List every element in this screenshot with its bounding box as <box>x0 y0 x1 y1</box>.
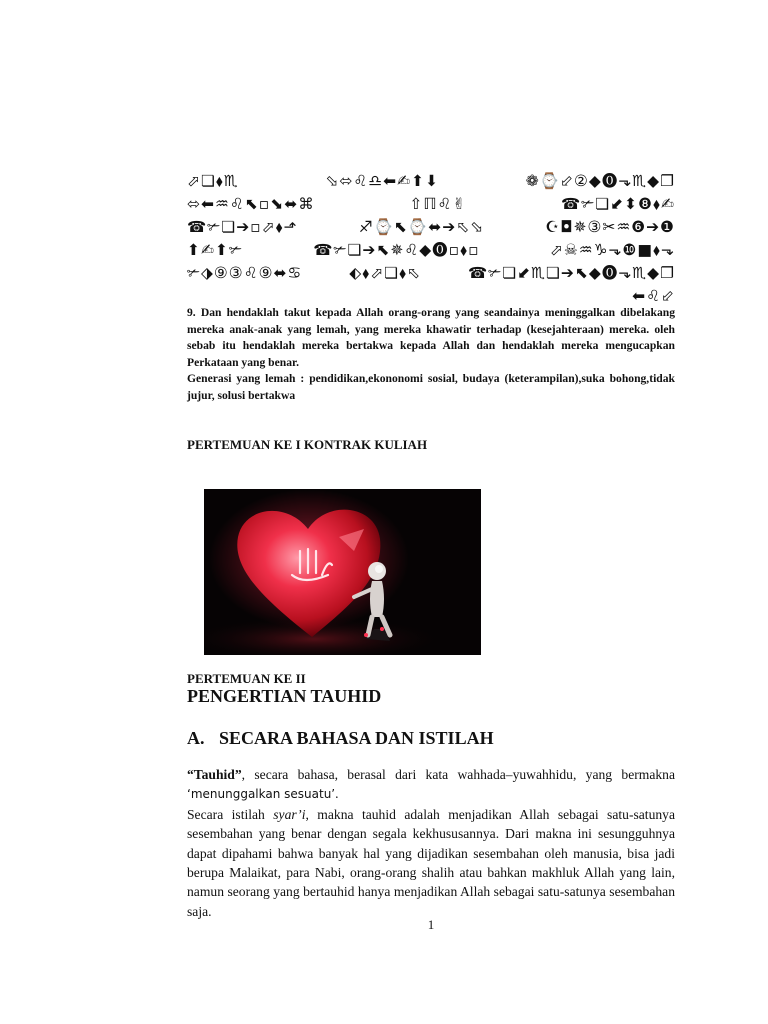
paragraph-text: , secara bahasa, berasal dari kata wahhada–yuwahhidu, yang bermakna <box>241 767 675 782</box>
dingbat-line <box>187 216 675 239</box>
heading-kontrak-kuliah: PERTEMUAN KE I KONTRAK KULIAH <box>187 437 428 452</box>
dingbat-word: ⬀☠♒♑⬎❿■⬧⬎ <box>549 241 675 259</box>
term-syari: syar’i <box>273 806 306 822</box>
dingbat-word: ✃⬗⑨③♌⑨⬌♋ <box>187 264 303 282</box>
dingbat-word: ⬖⬧⬀❏⬧⬁ <box>349 264 422 282</box>
dingbat-word: ⬀❏⬧♏ <box>187 172 239 190</box>
document-page <box>187 0 675 1024</box>
dingbat-word: ⬂⬄♌♎⬅✍⬆⬇ <box>325 172 440 190</box>
dingbat-word: ☎✃❏➔▫⬀⬧⬏ <box>187 218 298 236</box>
verse-paragraph: 9. Dan hendaklah takut kepada Allah orang-orang yang seandainya meninggalkan dibelakang mereka anak-anak yang lemah, yang mereka khawatir terhadap (kesejahteraan) mereka. oleh sebab itu hendaklah mereka bertakwa kepada Allah dan hendaklah mereka mengucapkan Perkataan yang benar. <box>187 306 675 369</box>
dingbat-word: ☎✃❏➔⬉✵♌◆⓿▫⬧▫ <box>313 241 480 259</box>
dingbat-word: ⬄⬅♒♌⬉▫⬊⬌⌘ <box>187 195 315 213</box>
dingbat-line <box>187 170 675 193</box>
dingbat-line <box>187 239 675 262</box>
arabic-verse-dingbat-text <box>187 170 675 308</box>
dingbat-line <box>187 262 675 285</box>
dingbat-word: ❁⌚⬃②◆⓿⬎♏◆❐ <box>525 172 675 190</box>
meaning-text: ‘menunggalkan sesuatu’ <box>187 787 336 802</box>
dingbat-word: ☪◘✵③✂♒❻➔❶ <box>545 218 675 236</box>
section-title: SECARA BAHASA DAN ISTILAH <box>219 728 494 748</box>
paragraph-istilah <box>187 805 675 921</box>
heading-pengertian-tauhid: PENGERTIAN TAUHID <box>187 686 382 706</box>
paragraph-start: Secara istilah <box>187 806 274 822</box>
term-tauhid: Tauhid <box>193 767 235 782</box>
dingbat-word: ☎✃❏⬋♏❏➔⬉◆⓿⬎♏◆❐ <box>467 264 675 282</box>
heart-figure-image <box>204 489 481 655</box>
heading-pertemuan-2: PERTEMUAN KE II <box>187 671 306 686</box>
dingbat-word: ⬆✍⬆✃ <box>187 241 243 259</box>
dingbat-word: ☎✃❏⬋⬍❽⬧✍ <box>560 195 675 213</box>
dingbat-line <box>187 193 675 216</box>
heading-section-a <box>187 728 494 749</box>
dingbat-word: ♐⌚⬉⌚⬌➔⬁⬂ <box>358 218 485 236</box>
quote-open: “ <box>187 767 194 782</box>
heart-illustration <box>204 489 481 655</box>
dingbat-word: ⇧ℿ♌✌ <box>409 195 467 213</box>
paragraph-end: . <box>335 786 339 802</box>
dingbat-word: ⬅♌⬃ <box>632 287 675 305</box>
verse-note: Generasi yang lemah : pendidikan,ekononomi sosial, budaya (keterampilan),suka bohong,tidak jujur, solusi bertakwa <box>187 372 675 402</box>
paragraph-bahasa <box>187 765 675 805</box>
tauhid-definition <box>187 765 675 921</box>
page-number: 1 <box>427 917 435 932</box>
quote-close: ” <box>234 767 242 782</box>
paragraph-text: , makna tauhid adalah menjadikan Allah sebagai satu-satunya sesembahan yang benar dengan segala kekhususannya. Dari makna ini sesungguhnya dapat dipahami bahwa banyak hal yang dijadikan sesembahan oleh manusia, bisa jadi berupa Malaikat, para Nabi, orang-orang shalih atau bahkan makhluk Allah yang lain, namun seorang yang bertauhid hanya menjadikan Allah sebagai satu-satunya sesembahan saja. <box>187 806 675 919</box>
verse-translation <box>187 305 675 405</box>
section-number: A. <box>187 728 205 748</box>
